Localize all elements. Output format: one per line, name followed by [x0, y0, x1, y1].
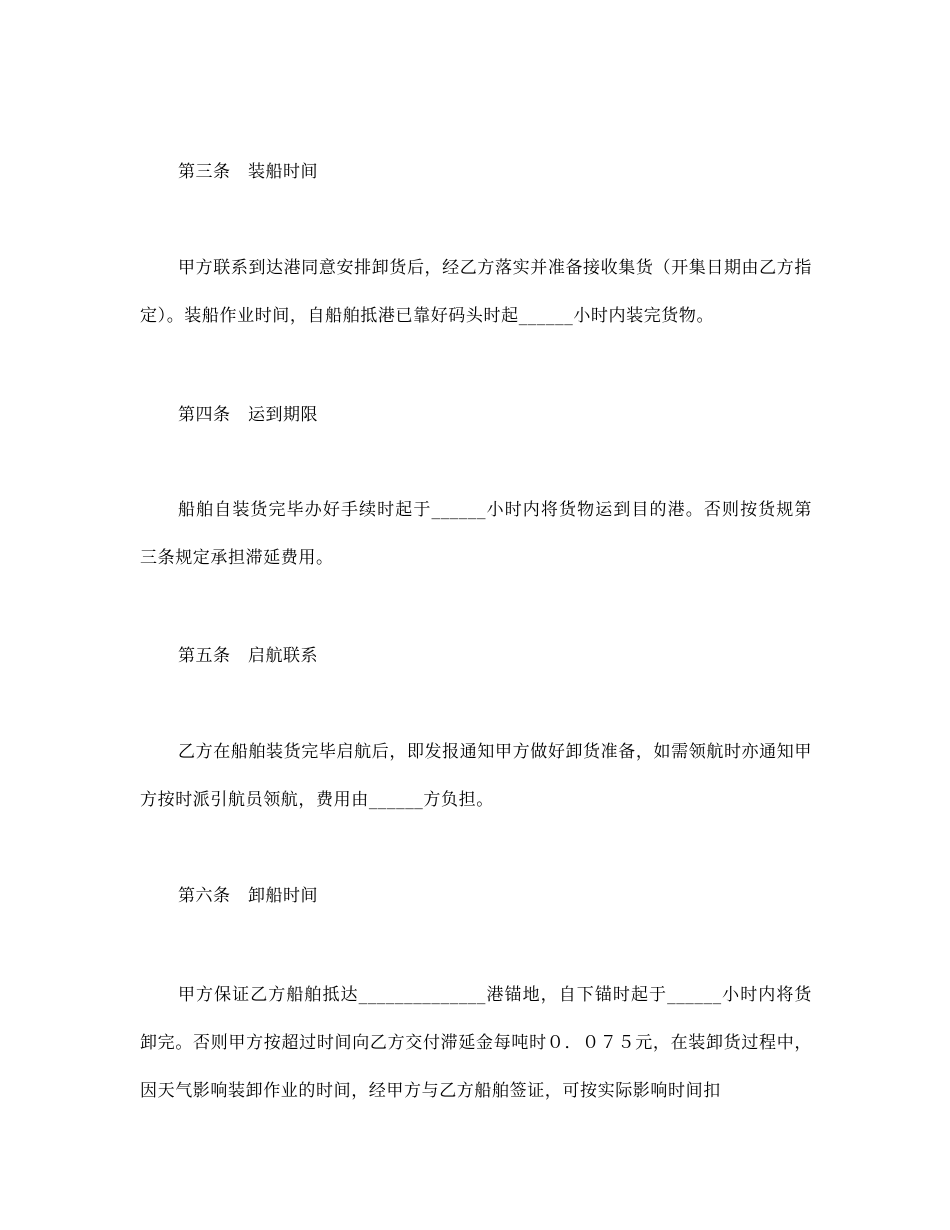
article-3-paragraph	[140, 244, 812, 340]
article-6-blank-port: ______________	[358, 985, 487, 1005]
article-6-text-2: 港锚地，自下锚时起于	[486, 985, 668, 1005]
article-5-paragraph	[140, 728, 812, 824]
article-4-text-1: 船舶自装货完毕办好手续时起于	[178, 500, 432, 520]
article-6-text-1: 甲方保证乙方船舶抵达	[178, 985, 359, 1005]
article-3-heading: 第三条 装船时间	[178, 162, 318, 182]
article-5-text-2: 方负担。	[423, 790, 494, 810]
article-5-text-1: 乙方在船舶装货完毕启航后，即发报通知甲方做好卸货准备，如需领航时亦通知甲方按时派引航员领航，费用由	[140, 742, 812, 810]
article-6-heading: 第六条 卸船时间	[178, 886, 318, 906]
article-3-text-1: 甲方联系到达港同意安排卸货后，经乙方落实并准备接收集货（开集日期由乙方指定）。装船作业时间，自船舶抵港已靠好码头时起	[140, 258, 812, 326]
article-6-paragraph	[140, 971, 812, 1115]
article-5-blank-party: ______	[368, 790, 424, 810]
article-6-text-3: 小时内将货卸完。否则甲方按超过时间向乙方交付滞延金每吨时０．０７５元，在装卸货过程中，因天气影响装卸作业的时间，经甲方与乙方船舶签证，可按实际影响时间扣	[140, 985, 813, 1101]
article-6-blank-hours: ______	[667, 985, 722, 1005]
article-4-blank-hours: ______	[431, 500, 487, 520]
article-3-text-2: 小时内装完货物。	[573, 306, 715, 326]
article-5-heading: 第五条 启航联系	[178, 646, 318, 666]
article-4-paragraph	[140, 486, 812, 582]
article-4-heading: 第四条 运到期限	[178, 405, 318, 425]
article-4-text-2: 小时内将货物运到目的港。否则按货规第三条规定承担滞延费用。	[140, 500, 812, 568]
article-3-blank-hours: ______	[518, 306, 574, 326]
